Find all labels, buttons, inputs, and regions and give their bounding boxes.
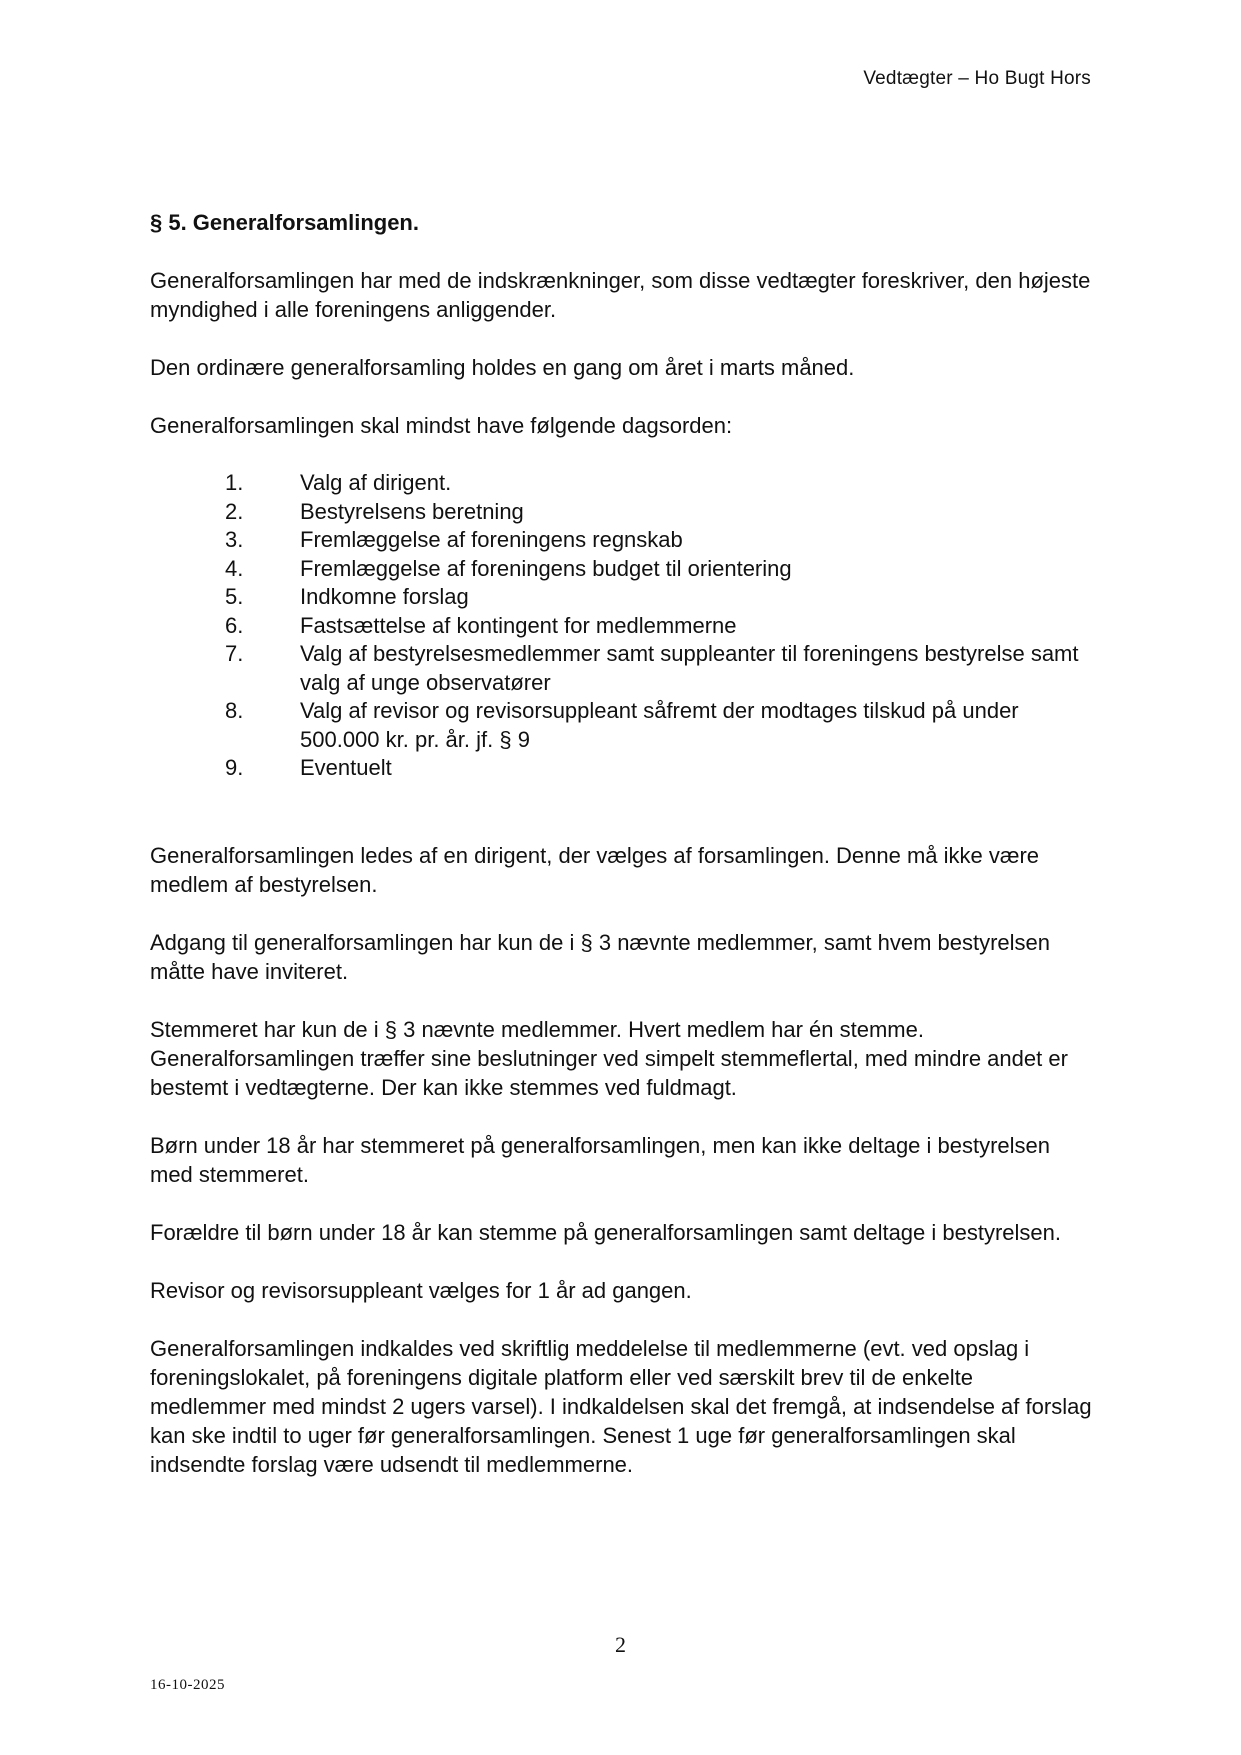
agenda-text: Eventuelt [300, 755, 392, 780]
paragraph-parents-voting: Forældre til børn under 18 år kan stemme på generalforsamlingen samt deltage i bestyrelsen. [150, 1219, 1062, 1245]
paragraph-dirigent: Generalforsamlingen ledes af en dirigent, der vælges af forsamlingen. Denne må ikke være medlem af bestyrelsen. [150, 842, 1040, 897]
paragraph-agenda-intro: Generalforsamlingen skal mindst have følgende dagsorden: [150, 413, 733, 438]
agenda-text: Valg af revisor og revisorsuppleant såfremt der modtages tilskud på under 500.000 kr. pr. år. jf. § 9 [300, 698, 1019, 752]
agenda-item-7 [150, 640, 1095, 697]
paragraph-ordinary-meeting: Den ordinære generalforsamling holdes en gang om året i marts måned. [150, 355, 855, 380]
agenda-list [150, 469, 1095, 783]
agenda-number: 4. [225, 555, 244, 581]
paragraph-voting: Stemmeret har kun de i § 3 nævnte medlemmer. Hvert medlem har én stemme. Generalforsamlingen træffer sine beslutninger ved simpelt stemmeflertal, med mindre andet er bestemt i vedtægterne. Der kan ikke stemmes ved fuldmagt. [150, 1016, 1068, 1100]
footer-date: 16-10-2025 [150, 1677, 225, 1693]
agenda-number: 1. [225, 470, 244, 495]
agenda-number: 2. [225, 498, 244, 524]
agenda-item-4 [150, 555, 1095, 584]
running-header: Vedtægter – Ho Bugt Hors [863, 68, 1091, 89]
section-heading: § 5. Generalforsamlingen. [150, 210, 419, 235]
agenda-text: Bestyrelsens beretning [300, 498, 524, 524]
agenda-text: Valg af dirigent. [300, 470, 452, 495]
agenda-text: Fremlæggelse af foreningens budget til orientering [300, 555, 792, 581]
agenda-number: 3. [225, 527, 244, 552]
agenda-item-3 [150, 526, 1095, 555]
agenda-item-9 [150, 754, 1095, 783]
agenda-number: 8. [225, 698, 244, 723]
agenda-item-5 [150, 583, 1095, 612]
agenda-item-1 [150, 469, 1095, 498]
paragraph-access: Adgang til generalforsamlingen har kun de i § 3 nævnte medlemmer, samt hvem bestyrelsen måtte have inviteret. [150, 929, 1051, 984]
agenda-number: 7. [225, 641, 244, 666]
page-number: 2 [615, 1632, 626, 1657]
agenda-text: Indkomne forslag [300, 584, 469, 609]
agenda-text: Fremlæggelse af foreningens regnskab [300, 527, 683, 552]
agenda-item-2 [150, 498, 1095, 527]
agenda-item-8 [150, 697, 1095, 754]
paragraph-notice: Generalforsamlingen indkaldes ved skriftlig meddelelse til medlemmerne (evt. ved opslag i foreningslokalet, på foreningens digitale platform eller ved særskilt brev til de enkelte medlemmer med mindst 2 ugers varsel). I indkaldelsen skal det fremgå, at indsendelse af forslag kan ske indtil to uger før generalforsamlingen. Senest 1 uge før generalforsamlingen skal indsendte forslag være udsendt til medlemmerne. [150, 1335, 1092, 1477]
document-content [150, 208, 1095, 1508]
agenda-item-6 [150, 612, 1095, 641]
agenda-text: Valg af bestyrelsesmedlemmer samt suppleanter til foreningens bestyrelse samt valg af unge observatører [300, 641, 1079, 695]
agenda-text: Fastsættelse af kontingent for medlemmerne [300, 612, 737, 638]
agenda-number: 5. [225, 584, 244, 609]
agenda-number: 6. [225, 612, 244, 638]
paragraph-authority: Generalforsamlingen har med de indskrænkninger, som disse vedtægter foreskriver, den højeste myndighed i alle foreningens anliggender. [150, 268, 1091, 322]
paragraph-auditor: Revisor og revisorsuppleant vælges for 1 år ad gangen. [150, 1277, 692, 1303]
paragraph-children-voting: Børn under 18 år har stemmeret på generalforsamlingen, men kan ikke deltage i bestyrelsen med stemmeret. [150, 1132, 1051, 1187]
agenda-number: 9. [225, 755, 244, 780]
